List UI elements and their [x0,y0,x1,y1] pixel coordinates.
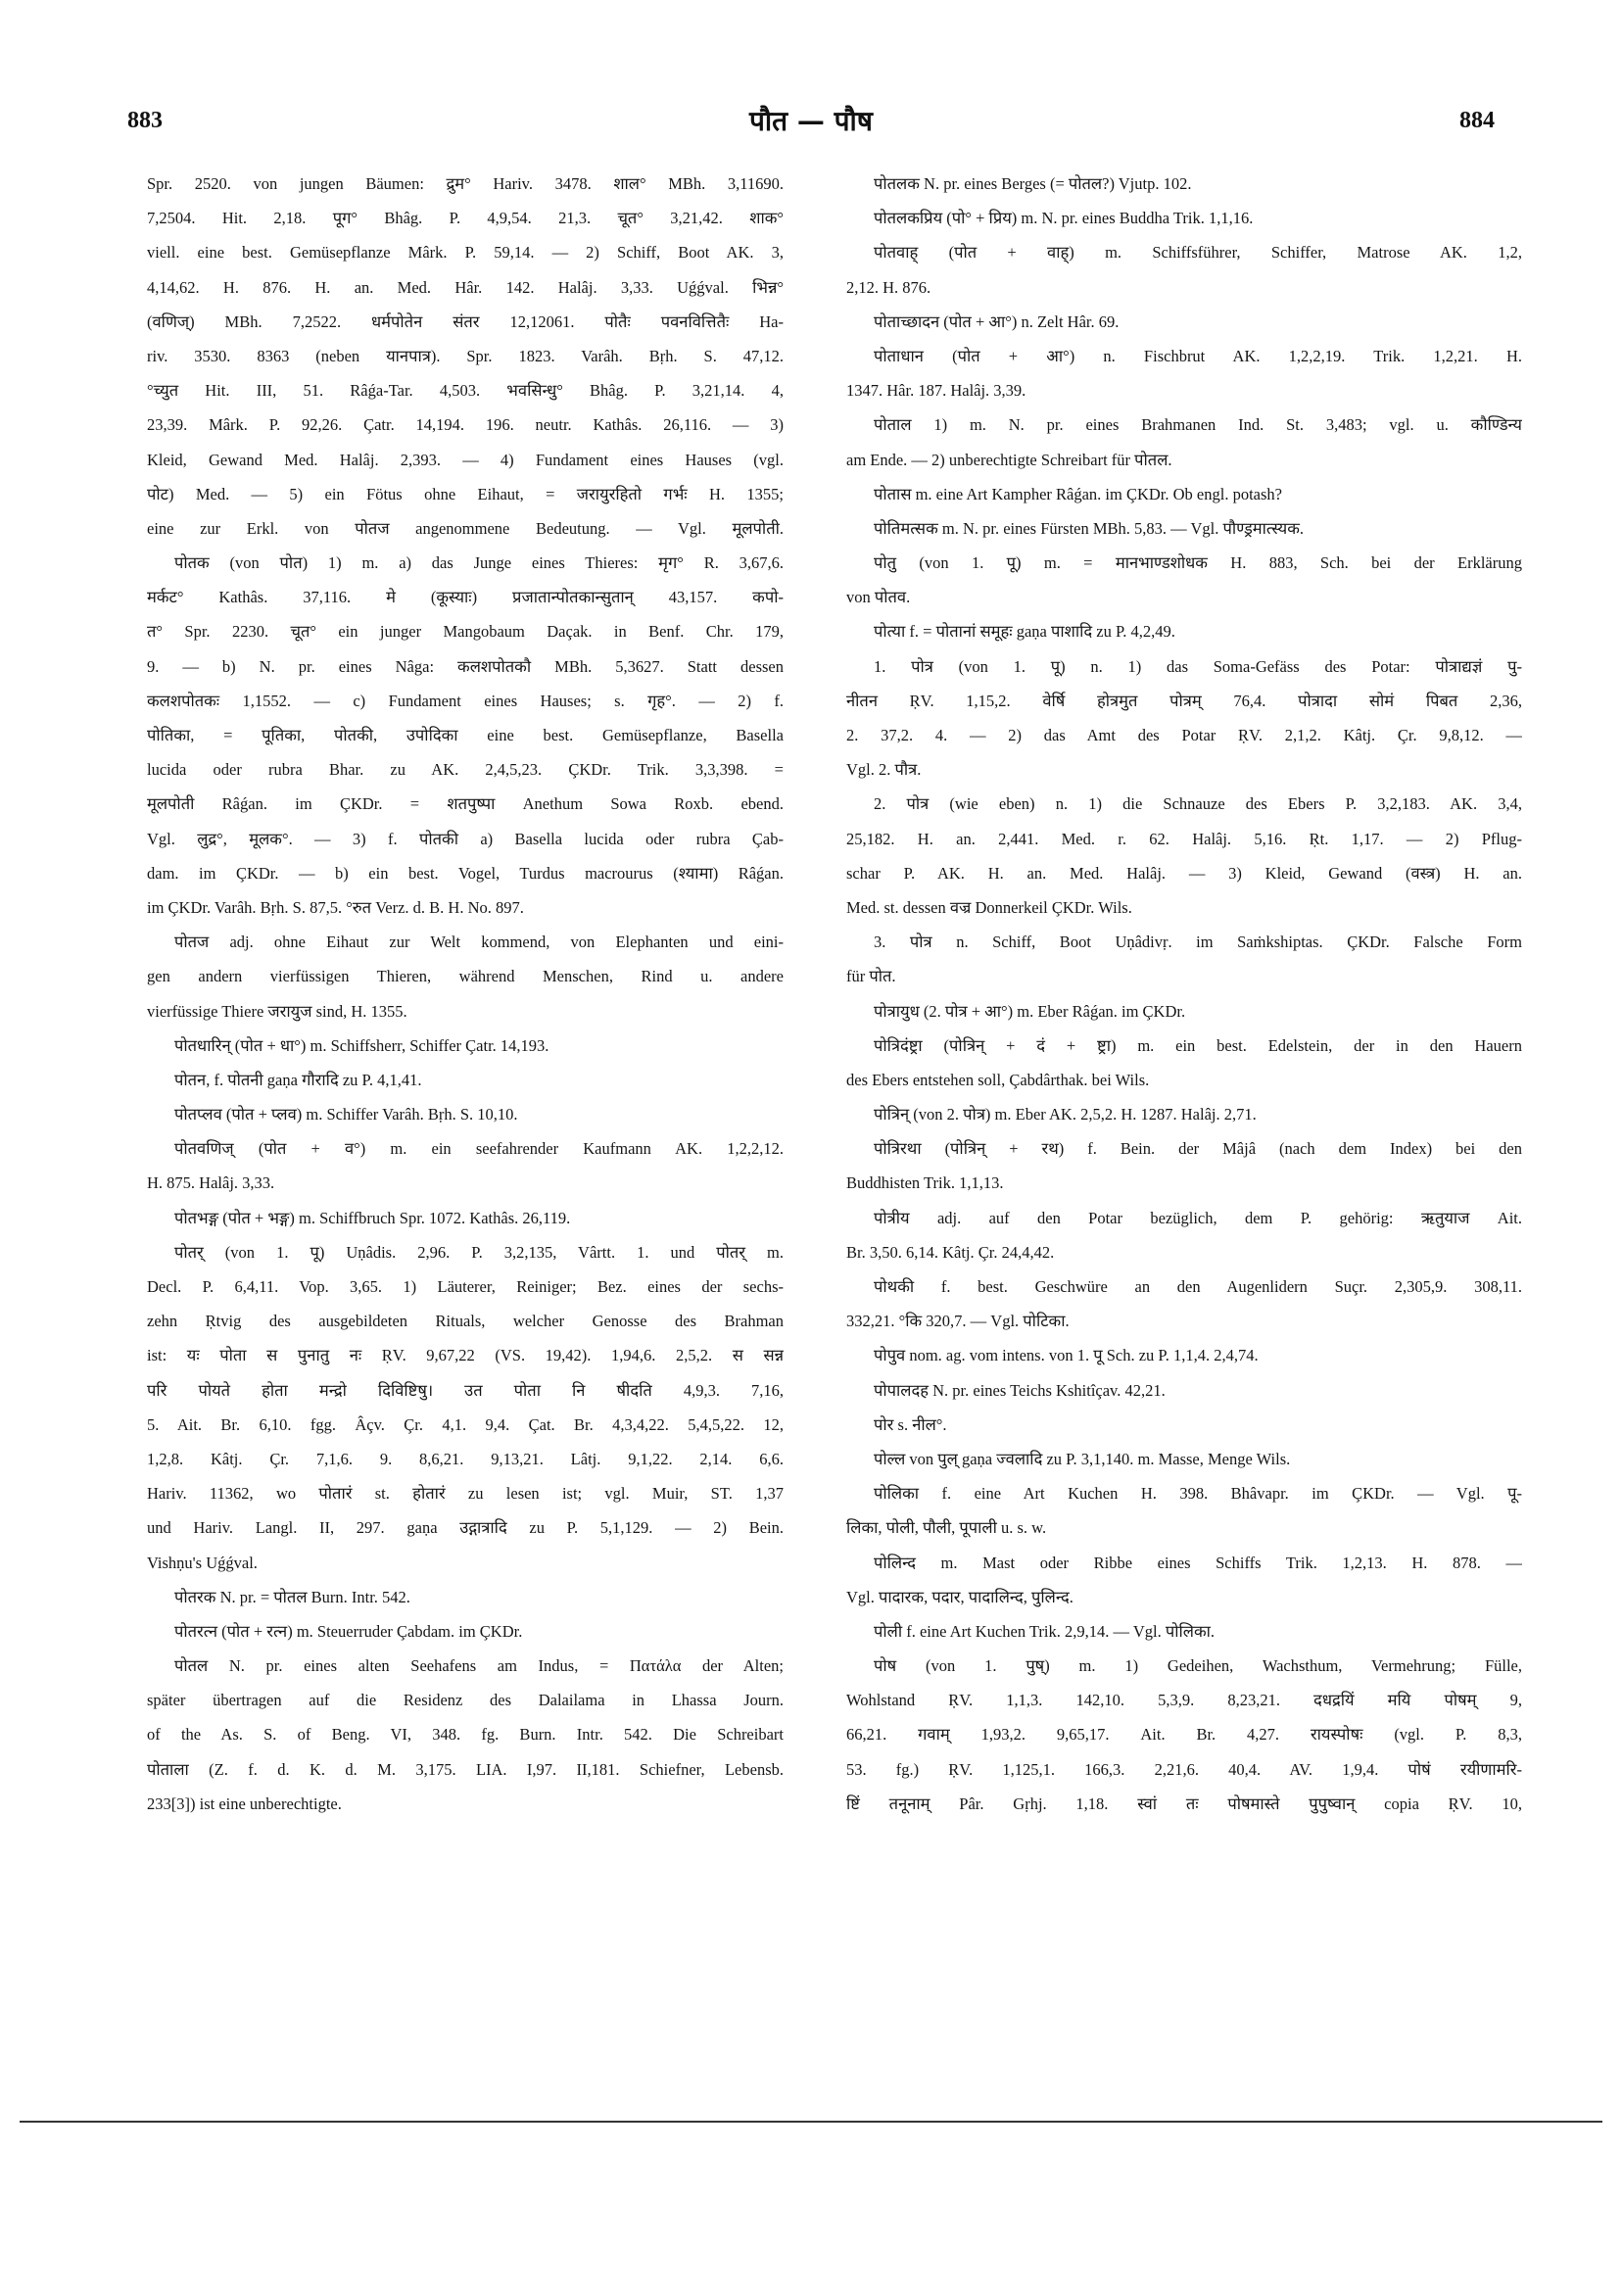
text-line: Decl. P. 6,4,11. Vop. 3,65. 1) Läuterer, Reiniger; Bez. eines der sechs- [147,1277,784,1296]
text-line: पोत्रिन् (von 2. पोत्र) m. Eber AK. 2,5,2. H. 1287. Halâj. 2,71. [874,1105,1257,1124]
text-line: परि पोयते होता मन्द्रो दिविष्टिषु। उत पोता नि षीदति 4,9,3. 7,16, [147,1380,784,1400]
text-line: पोताच्छादन (पोत + आ°) n. Zelt Hâr. 69. [874,311,1120,331]
text-line: पोत्या f. = पोतानां समूहः gaṇa पाशादि zu P. 4,2,49. [874,622,1175,642]
text-line: schar P. AK. H. an. Med. Halâj. — 3) Kleid, Gewand (वस्त्र) H. an. [846,863,1522,883]
left-column [147,167,784,2033]
text-line: Med. st. dessen वज्र Donnerkeil ÇKDr. Wils. [846,897,1132,917]
text-line: 25,182. H. an. 2,441. Med. r. 62. Halâj. 5,16. Ṛt. 1,17. — 2) Pflug- [846,829,1522,848]
page-number-right: 884 [1459,108,1495,133]
text-line: 332,21. °कि 320,7. — Vgl. पोटिका. [846,1312,1070,1331]
text-line: कलशपोतकः 1,1552. — c) Fundament eines Hauses; s. गृह°. — 2) f. [147,691,784,710]
text-line: 233[3]) ist eine unberechtigte. [147,1794,342,1813]
text-line: Br. 3,50. 6,14. Kâtj. Çr. 24,4,42. [846,1242,1055,1262]
text-line: 5. Ait. Br. 6,10. fgg. Âçv. Çr. 4,1. 9,4. Çat. Br. 4,3,4,22. 5,4,5,22. 12, [147,1414,784,1434]
text-line: eine zur Erkl. von पोतज angenommene Bedeutung. — Vgl. मूलपोती. [147,518,784,538]
text-line: पोल्ल von पुल् gaṇa ज्वलादि zu P. 3,1,140. m. Masse, Menge Wils. [874,1449,1291,1468]
text-line: पोली f. eine Art Kuchen Trik. 2,9,14. — Vgl. पोलिका. [874,1621,1216,1641]
text-line: पोतु (von 1. पू) m. = मानभाण्डशोधक H. 883, Sch. bei der Erklärung [874,553,1522,573]
text-line: पोतलकप्रिय (पो° + प्रिय) m. N. pr. eines Buddha Trik. 1,1,16. [874,209,1254,228]
text-line: पोतक (von पोत) 1) m. a) das Junge eines Thieres: मृग° R. 3,67,6. [174,553,784,573]
running-title: पौत — पौष [749,105,873,137]
text-line: पोलिका f. eine Art Kuchen H. 398. Bhâvapr. im ÇKDr. — Vgl. पू- [874,1484,1522,1504]
text-line: पोतल N. pr. eines alten Seehafens am Indus, = Πατάλα der Alten; [174,1656,784,1676]
text-line: 7,2504. Hit. 2,18. पूग° Bhâg. P. 4,9,54. 21,3. चूत° 3,21,42. शाक° [147,209,784,228]
text-line: und Hariv. Langl. II, 297. gaṇa उद्गात्रादि zu P. 5,1,129. — 2) Bein. [147,1518,784,1538]
text-line: पोताला (Z. f. d. K. d. M. 3,175. LIA. I,97. II,181. Schiefner, Lebensb. [147,1759,784,1779]
text-line: °च्युत Hit. III, 51. Râǵa-Tar. 4,503. भवसिन्धु° Bhâg. P. 3,21,14. 4, [147,381,784,401]
text-line: 1. पोत्र (von 1. पू) n. 1) das Soma-Gefäss des Potar: पोत्राद्यज्ञं पु- [874,656,1522,676]
text-line: Spr. 2520. von jungen Bäumen: द्रुम° Hariv. 3478. शाल° MBh. 3,11690. [147,174,784,193]
text-line: 2,12. H. 876. [846,277,931,297]
text-line: नीतन ṚV. 1,15,2. वेर्षि होत्रमुत पोत्रम् 76,4. पोत्रादा सोमं पिबत 2,36, [846,691,1522,710]
text-line: पोलिन्द m. Mast oder Ribbe eines Schiffs Trik. 1,2,13. H. 878. — [874,1553,1522,1572]
text-line: मर्कट° Kathâs. 37,116. मे (कूस्याः) प्रजातान्पोतकान्सुतान् 43,157. कपो- [147,588,784,607]
text-line: Vishṇu's Uǵǵval. [147,1553,258,1572]
text-line: 4,14,62. H. 876. H. an. Med. Hâr. 142. Halâj. 3,33. Uǵǵval. भिन्न° [147,277,784,297]
text-line: त° Spr. 2230. चूत° ein junger Mangobaum Daçak. in Benf. Chr. 179, [147,622,784,642]
text-line: पोतवाह् (पोत + वाह्) m. Schiffsführer, Schiffer, Matrose AK. 1,2, [874,243,1522,263]
text-line: लिका, पोली, पौली, पूपाली u. s. w. [846,1518,1047,1538]
text-line: पोतास m. eine Art Kampher Râǵan. im ÇKDr. Ob engl. potash? [874,484,1282,503]
text-line: पोतज adj. ohne Eihaut zur Welt kommend, von Elephanten und eini- [174,933,784,952]
text-line: von पोतव. [846,588,911,607]
text-line: 66,21. गवाम् 1,93,2. 9,65,17. Ait. Br. 4,27. रायस्पोषः (vgl. P. 8,3, [846,1725,1522,1745]
text-line: पोतरत्न (पोत + रत्न) m. Steuerruder Çabdam. im ÇKDr. [174,1621,523,1641]
text-line: 1347. Hâr. 187. Halâj. 3,39. [846,381,1026,401]
text-line: viell. eine best. Gemüsepflanze Mârk. P. 59,14. — 2) Schiff, Boot AK. 3, [147,243,784,263]
text-line: des Ebers entstehen soll, Çabdârthak. bei Wils. [846,1070,1150,1089]
text-line: riv. 3530. 8363 (neben यानपात्र). Spr. 1823. Varâh. Bṛh. S. 47,12. [147,346,784,365]
text-line: Wohlstand ṚV. 1,1,3. 142,10. 5,3,9. 8,23,21. दधद्रयिं मयि पोषम् 9, [846,1691,1522,1710]
text-line: मूलपोती Râǵan. im ÇKDr. = शतपुष्पा Anethum Sowa Roxb. ebend. [147,794,784,814]
text-line: lucida oder rubra Bhar. zu AK. 2,4,5,23. ÇKDr. Trik. 3,3,398. = [147,760,784,780]
text-line: (वणिज्) MBh. 7,2522. धर्मपोतेन संतर 12,12061. पोतैः पवनवित्तितैः Ha- [147,311,784,331]
text-line: später übertragen auf die Residenz des Dalailama in Lhassa Journ. [147,1691,784,1710]
text-line: पोर s. नील°. [874,1414,947,1434]
text-line: Vgl. पादारक, पदार, पादालिन्द, पुलिन्द. [846,1587,1073,1606]
text-line: पोत्रिरथा (पोत्रिन् + रथ) f. Bein. der Mâjâ (nach dem Index) bei den [874,1139,1522,1159]
text-line: 1,2,8. Kâtj. Çr. 7,1,6. 9. 8,6,21. 9,13,21. Lâtj. 9,1,22. 2,14. 6,6. [147,1449,784,1468]
text-line: पोतवणिज् (पोत + व°) m. ein seefahrender Kaufmann AK. 1,2,2,12. [174,1139,784,1159]
text-line: 2. पोत्र (wie eben) n. 1) die Schnauze des Ebers P. 3,2,183. AK. 3,4, [874,794,1522,814]
footer-rule [20,2121,1602,2123]
page-header [0,105,1622,147]
text-line: पोतर् (von 1. पू) Uṇâdis. 2,96. P. 3,2,135, Vârtt. 1. und पोतर् m. [174,1242,784,1262]
text-line: पोतधारिन् (पोत + धा°) m. Schiffsherr, Schiffer Çatr. 14,193. [174,1035,549,1055]
text-line: पोतलक N. pr. eines Berges (= पोतल?) Vjutp. 102. [874,174,1192,193]
text-line: ष्टिं तनूनाम् Pâr. Gṛhj. 1,18. स्वां तः पोषमास्ते पुपुष्वान् copia ṚV. 10, [846,1794,1522,1813]
text-line: Kleid, Gewand Med. Halâj. 2,393. — 4) Fundament eines Hauses (vgl. [147,450,784,469]
text-line: पोत्रिदंष्ट्रा (पोत्रिन् + दं + ष्ट्रा) m. ein best. Edelstein, der in den Hauern [874,1035,1522,1055]
text-line: Buddhisten Trik. 1,1,13. [846,1173,1004,1193]
text-line: पोथकी f. best. Geschwüre an den Augenlidern Suçr. 2,305,9. 308,11. [874,1277,1522,1296]
text-line: पोष (von 1. पुष्) m. 1) Gedeihen, Wachsthum, Vermehrung; Fülle, [874,1656,1522,1676]
text-line: पोतन, f. पोतनी gaṇa गौरादि zu P. 4,1,41. [174,1070,422,1089]
page-number-left: 883 [127,108,163,133]
text-line: of the As. S. of Beng. VI, 348. fg. Burn. Intr. 542. Die Schreibart [147,1725,784,1745]
text-line: für पोत. [846,967,896,986]
text-line: Hariv. 11362, wo पोतारं st. होतारं zu lesen ist; vgl. Muir, ST. 1,37 [147,1484,784,1504]
text-line: H. 875. Halâj. 3,33. [147,1173,275,1193]
text-line: dam. im ÇKDr. — b) ein best. Vogel, Turdus macrourus (श्यामा) Râǵan. [147,863,784,883]
text-line: im ÇKDr. Varâh. Bṛh. S. 87,5. °रुत Verz. d. B. H. No. 897. [147,897,524,917]
text-line: पोतिमत्सक m. N. pr. eines Fürsten MBh. 5,83. — Vgl. पौण्ड्रमात्स्यक. [874,518,1304,538]
text-line: पोतप्लव (पोत + प्लव) m. Schiffer Varâh. Bṛh. S. 10,10. [174,1105,518,1124]
text-line: पोत्रायुध (2. पोत्र + आ°) m. Eber Râǵan. im ÇKDr. [874,1001,1186,1021]
text-line: पोपालदह N. pr. eines Teichs Kshitîçav. 42,21. [874,1380,1166,1400]
text-line: पोतरक N. pr. = पोतल Burn. Intr. 542. [174,1587,410,1606]
text-line: पोट) Med. — 5) ein Fötus ohne Eihaut, = जरायुरहितो गर्भः H. 1355; [147,484,784,503]
text-line: पोताधान (पोत + आ°) n. Fischbrut AK. 1,2,2,19. Trik. 1,2,21. H. [874,346,1522,365]
text-line: gen andern vierfüssigen Thieren, während Menschen, Rind u. andere [147,967,784,986]
text-line: पोताल 1) m. N. pr. eines Brahmanen Ind. St. 3,483; vgl. u. कौण्डिन्य [874,415,1522,435]
text-line: vierfüssige Thiere जरायुज sind, H. 1355. [147,1001,407,1021]
right-column [846,167,1522,2033]
text-line: ist: यः पोता स पुनातु नः ṚV. 9,67,22 (VS. 19,42). 1,94,6. 2,5,2. स सन्न [147,1346,784,1365]
text-line: पोतिका, = पूतिका, पोतकी, उपोदिका eine best. Gemüsepflanze, Basella [147,726,784,744]
text-line: पोतभङ्ग (पोत + भङ्ग) m. Schiffbruch Spr. 1072. Kathâs. 26,119. [174,1208,571,1227]
text-line: zehn Ṛtvig des ausgebildeten Rituals, welcher Genosse des Brahman [147,1312,784,1331]
text-line: Vgl. लुद्र°, मूलक°. — 3) f. पोतकी a) Basella lucida oder rubra Çab- [147,829,784,848]
text-line: 53. fg.) ṚV. 1,125,1. 166,3. 2,21,6. 40,4. AV. 1,9,4. पोषं रयीणामरि- [846,1759,1522,1779]
text-line: 2. 37,2. 4. — 2) das Amt des Potar ṚV. 2,1,2. Kâtj. Çr. 9,8,12. — [846,726,1522,744]
text-line: 3. पोत्र n. Schiff, Boot Uṇâdivṛ. im Saṁkshiptas. ÇKDr. Falsche Form [874,933,1522,952]
text-line: am Ende. — 2) unberechtigte Schreibart für पोतल. [846,450,1172,469]
text-line: 9. — b) N. pr. eines Nâga: कलशपोतकौ MBh. 5,3627. Statt dessen [147,656,784,676]
text-line: Vgl. 2. पौत्र. [846,760,922,780]
text-line: 23,39. Mârk. P. 92,26. Çatr. 14,194. 196. neutr. Kathâs. 26,116. — 3) [147,415,784,435]
text-line: पोत्रीय adj. auf den Potar bezüglich, dem P. gehörig: ऋतुयाज Ait. [874,1208,1522,1227]
text-line: पोपुव nom. ag. vom intens. von 1. पू Sch. zu P. 1,1,4. 2,4,74. [874,1346,1259,1365]
